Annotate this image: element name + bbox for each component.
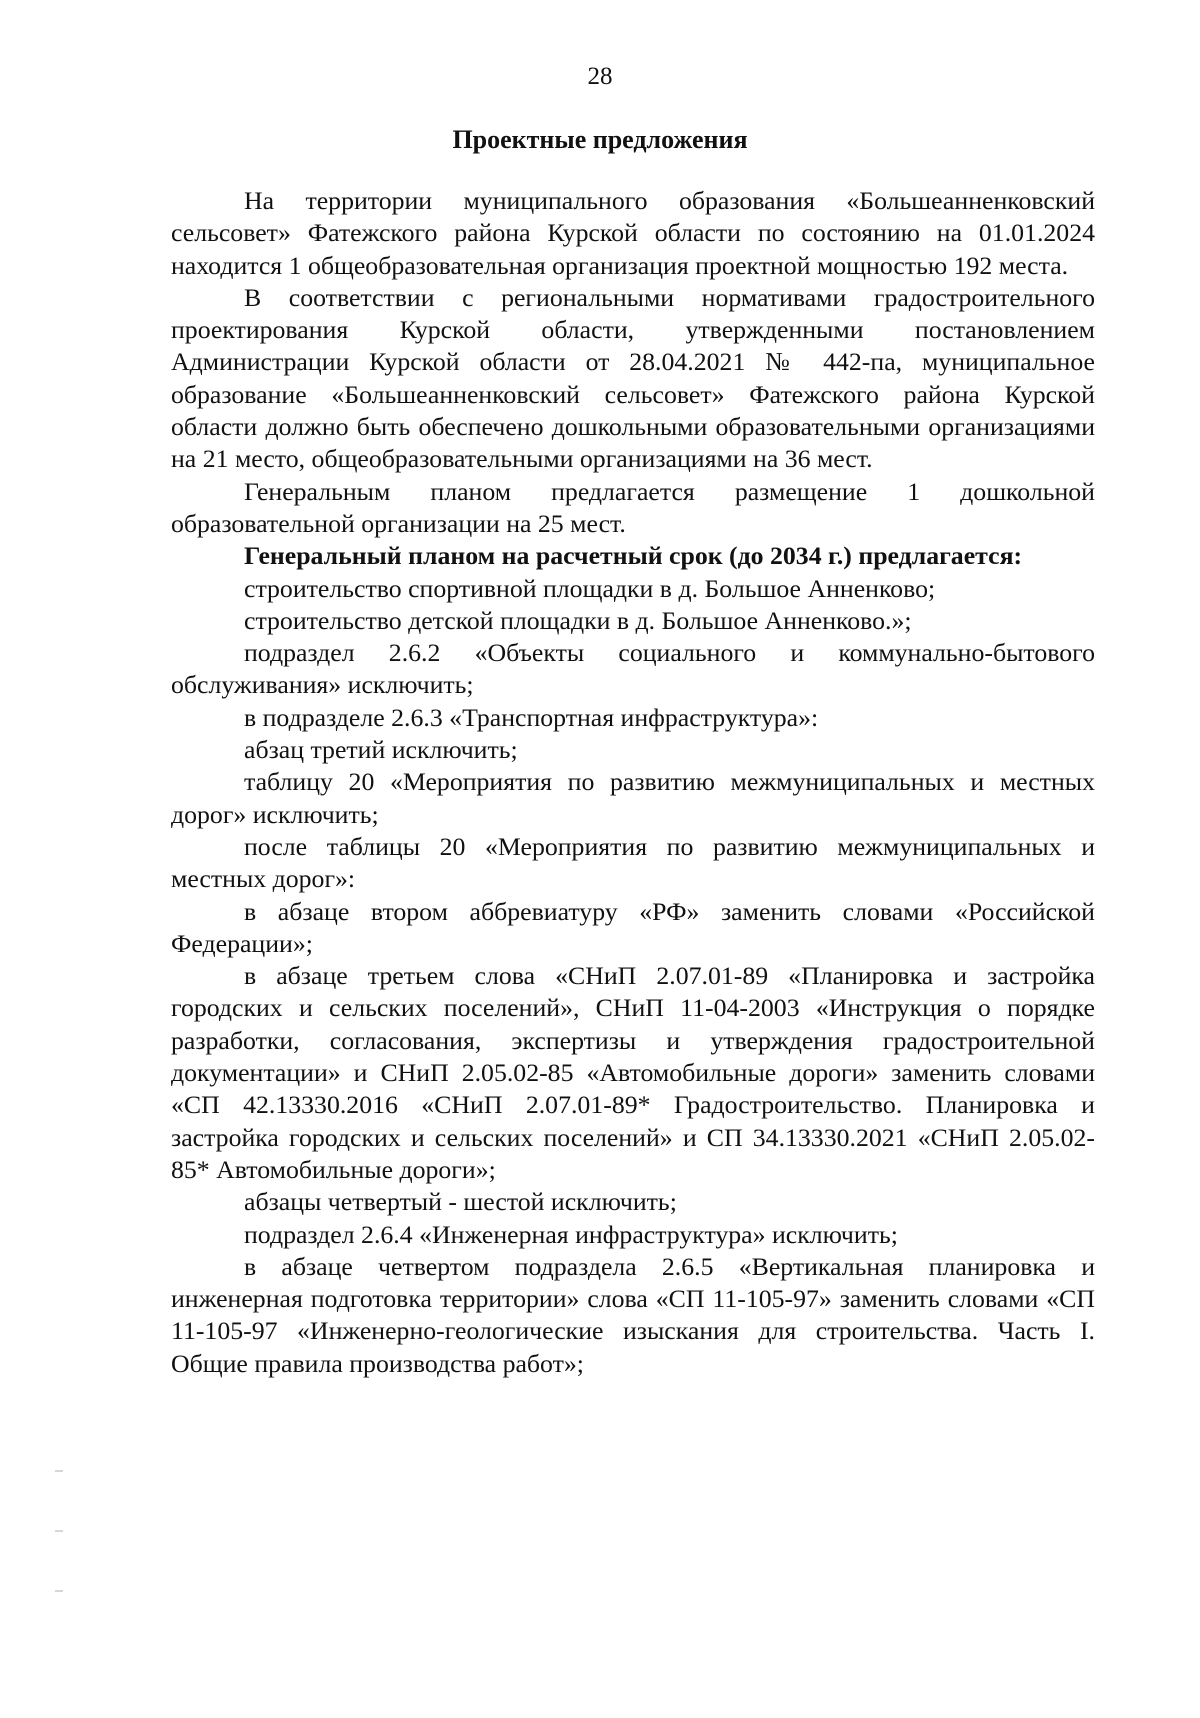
document-body [171, 185, 1095, 1380]
paragraph: подраздел 2.6.2 «Объекты социального и коммунально-бытового обслуживания» исключить; [171, 638, 1095, 700]
paragraph: подраздел 2.6.4 «Инженерная инфраструктура» исключить; [244, 1219, 898, 1249]
paragraph: абзац третий исключить; [244, 735, 518, 765]
paragraph: после таблицы 20 «Мероприятия по развитию межмуниципальных и местных дорог»: [171, 831, 1095, 894]
page-title: Проектные предложения [452, 125, 748, 154]
paragraph: в абзаце втором аббревиатуру «РФ» заменить словами «Российской Федерации»; [171, 896, 1095, 958]
paragraph: В соответствии с региональными нормативами градостроительного проектирования Курской области, утвержденными постановлением Администрации Курской области от 28.04.2021 № 442-па, муниципальное образование «Большеанненковский сельсовет» Фатежского района Курской области должно быть обеспечено дошкольными образовательными организациями на 21 место, общеобразовательными организациями на 36 мест. [171, 282, 1095, 474]
scan-artifact [55, 1530, 63, 1532]
scan-artifact [55, 1470, 63, 1472]
paragraph: Генеральным планом предлагается размещение 1 дошкольной образовательной организации на 25 мест. [171, 476, 1095, 538]
page-number: 28 [587, 63, 613, 90]
paragraph: На территории муниципального образования «Большеанненковский сельсовет» Фатежского района Курской области по состоянию на 01.01.2024 находится 1 общеобразовательная организация проектной мощностью 192 места. [171, 186, 1095, 280]
paragraph: строительство спортивной площадки в д. Большое Анненково; [244, 573, 936, 603]
paragraph-bold: Генеральный планом на расчетный срок (до 2034 г.) предлагается: [244, 541, 1023, 571]
paragraph: строительство детской площадки в д. Большое Анненково.»; [244, 605, 912, 635]
paragraph: абзацы четвертый - шестой исключить; [244, 1187, 677, 1217]
paragraph: в абзаце четвертом подраздела 2.6.5 «Вертикальная планировка и инженерная подготовка территории» слова «СП 11-105-97» заменить словами «СП 11-105-97 «Инженерно-геологические изыскания для строительства. Часть I. Общие правила производства работ»; [171, 1251, 1095, 1378]
paragraph: таблицу 20 «Мероприятия по развитию межмуниципальных и местных дорог» исключить; [171, 767, 1095, 829]
scan-artifact [55, 1590, 63, 1592]
paragraph: в подразделе 2.6.3 «Транспортная инфраструктура»: [244, 702, 819, 732]
paragraph: в абзаце третьем слова «СНиП 2.07.01-89 «Планировка и застройка городских и сельских поселений», СНиП 11-04-2003 «Инструкция о порядке разработки, согласования, экспертизы и утверждения градостроительной документации» и СНиП 2.05.02-85 «Автомобильные дороги» заменить словами «СП 42.13330.2016 «СНиП 2.07.01-89* Градостроительство. Планировка и застройка городских и сельских поселений» и СП 34.13330.2021 «СНиП 2.05.02-85* Автомобильные дороги»; [171, 961, 1095, 1184]
